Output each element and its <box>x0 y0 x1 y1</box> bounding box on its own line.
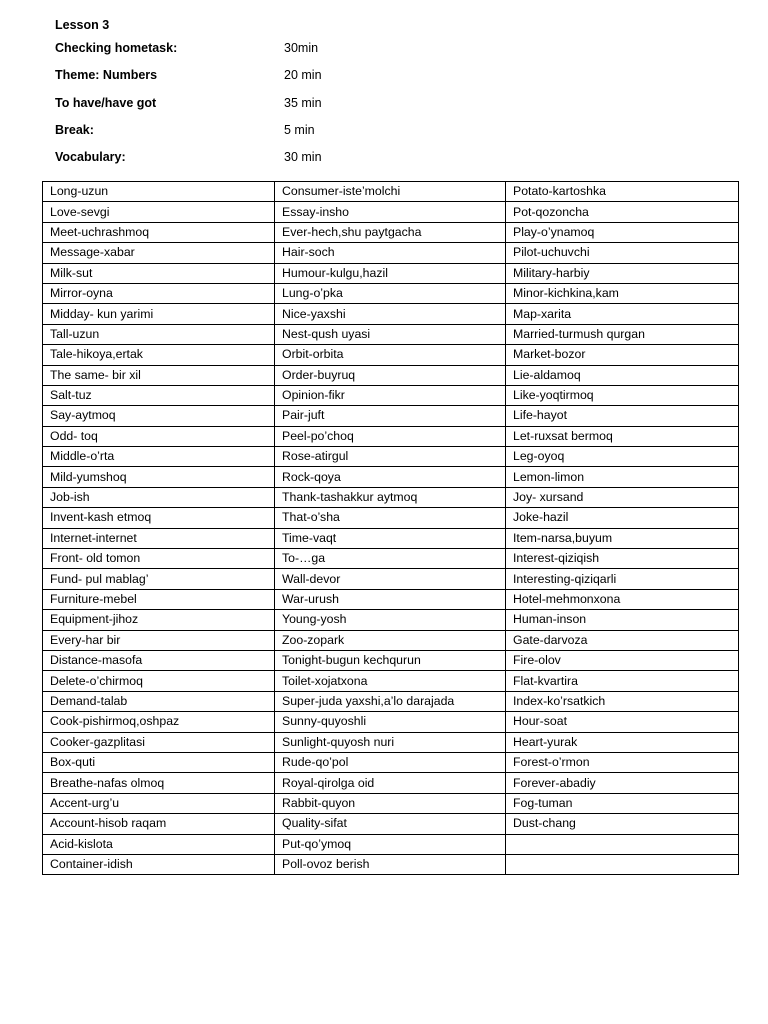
vocab-cell: Let-ruxsat bermoq <box>506 426 739 446</box>
vocab-cell: Furniture-mebel <box>43 589 275 609</box>
vocab-cell: Peel-po’choq <box>275 426 506 446</box>
vocab-cell: Long-uzun <box>43 182 275 202</box>
table-row <box>43 752 739 772</box>
vocab-cell: Map-xarita <box>506 304 739 324</box>
vocab-cell: Young-yosh <box>275 610 506 630</box>
vocab-cell: Interesting-qiziqarli <box>506 569 739 589</box>
lesson-title: Lesson 3 <box>55 18 110 32</box>
vocab-cell: Humour-kulgu,hazil <box>275 263 506 283</box>
vocab-cell: Orbit-orbita <box>275 345 506 365</box>
vocab-cell: Like-yoqtirmoq <box>506 385 739 405</box>
table-row <box>43 243 739 263</box>
vocab-cell: Rude-qo’pol <box>275 752 506 772</box>
schedule-duration: 35 min <box>284 95 322 110</box>
table-row <box>43 528 739 548</box>
table-row <box>43 508 739 528</box>
table-row <box>43 773 739 793</box>
vocab-cell: Dust-chang <box>506 814 739 834</box>
table-row <box>43 549 739 569</box>
vocab-cell: Rose-atirgul <box>275 447 506 467</box>
table-row <box>43 834 739 854</box>
table-row <box>43 854 739 874</box>
vocab-cell: Essay-insho <box>275 202 506 222</box>
vocab-cell: Cook-pishirmoq,oshpaz <box>43 712 275 732</box>
vocab-cell: Hotel-mehmonxona <box>506 589 739 609</box>
vocab-cell: Nest-qush uyasi <box>275 324 506 344</box>
vocab-cell: Consumer-iste’molchi <box>275 182 506 202</box>
table-row <box>43 589 739 609</box>
vocab-cell: Item-narsa,buyum <box>506 528 739 548</box>
schedule-activity: Checking hometask: <box>55 41 178 55</box>
schedule-duration: 30 min <box>284 150 322 165</box>
vocab-cell: Zoo-zopark <box>275 630 506 650</box>
vocab-cell: Nice-yaxshi <box>275 304 506 324</box>
vocab-cell: Tonight-bugun kechqurun <box>275 650 506 670</box>
table-row <box>43 650 739 670</box>
vocab-cell: Midday- kun yarimi <box>43 304 275 324</box>
vocab-cell: Play-o’ynamoq <box>506 222 739 242</box>
table-row <box>43 467 739 487</box>
vocab-cell: War-urush <box>275 589 506 609</box>
vocab-cell: The same- bir xil <box>43 365 275 385</box>
table-row <box>43 365 739 385</box>
schedule-row <box>55 90 735 117</box>
vocab-cell: Index-ko’rsatkich <box>506 691 739 711</box>
vocab-cell: Mirror-oyna <box>43 283 275 303</box>
vocab-cell: Forest-o’rmon <box>506 752 739 772</box>
vocab-cell: Love-sevgi <box>43 202 275 222</box>
vocab-cell: Wall-devor <box>275 569 506 589</box>
vocab-cell: Life-hayot <box>506 406 739 426</box>
table-row <box>43 426 739 446</box>
vocab-cell <box>506 854 739 874</box>
table-row <box>43 569 739 589</box>
vocab-cell: Market-bozor <box>506 345 739 365</box>
vocab-cell: Pair-juft <box>275 406 506 426</box>
vocab-cell: Demand-talab <box>43 691 275 711</box>
vocab-cell: Order-buyruq <box>275 365 506 385</box>
vocab-cell: Married-turmush qurgan <box>506 324 739 344</box>
vocab-cell: Rabbit-quyon <box>275 793 506 813</box>
vocab-cell: Gate-darvoza <box>506 630 739 650</box>
vocab-cell: Distance-masofa <box>43 650 275 670</box>
vocab-cell: Lie-aldamoq <box>506 365 739 385</box>
schedule-row <box>55 117 735 144</box>
vocab-cell: Poll-ovoz berish <box>275 854 506 874</box>
vocab-cell: Tale-hikoya,ertak <box>43 345 275 365</box>
schedule-row <box>55 144 735 171</box>
vocab-cell: Accent-urg’u <box>43 793 275 813</box>
vocab-cell: Time-vaqt <box>275 528 506 548</box>
table-row <box>43 447 739 467</box>
vocab-cell: Opinion-fikr <box>275 385 506 405</box>
vocab-cell: Joy- xursand <box>506 487 739 507</box>
table-row <box>43 610 739 630</box>
vocab-cell: Cooker-gazplitasi <box>43 732 275 752</box>
vocab-cell: Fire-olov <box>506 650 739 670</box>
schedule-duration: 30min <box>284 41 319 55</box>
schedule-duration: 20 min <box>284 68 322 83</box>
vocab-cell: Military-harbiy <box>506 263 739 283</box>
vocab-cell: Ever-hech,shu paytgacha <box>275 222 506 242</box>
vocab-cell: Leg-oyoq <box>506 447 739 467</box>
schedule-activity: Vocabulary: <box>55 150 126 165</box>
vocabulary-table-body <box>43 182 739 875</box>
table-row <box>43 324 739 344</box>
table-row <box>43 487 739 507</box>
vocab-cell: Internet-internet <box>43 528 275 548</box>
vocab-cell: Interest-qiziqish <box>506 549 739 569</box>
vocab-cell: Container-idish <box>43 854 275 874</box>
vocabulary-table <box>42 181 739 875</box>
table-row <box>43 691 739 711</box>
schedule-activity: Theme: Numbers <box>55 68 158 83</box>
vocab-cell: Pilot-uchuvchi <box>506 243 739 263</box>
table-row <box>43 793 739 813</box>
vocab-cell: Sunlight-quyosh nuri <box>275 732 506 752</box>
schedule-activity: To have/have got <box>55 95 157 110</box>
vocab-cell <box>506 834 739 854</box>
table-row <box>43 182 739 202</box>
vocab-cell: Delete-o’chirmoq <box>43 671 275 691</box>
vocab-cell: Thank-tashakkur aytmoq <box>275 487 506 507</box>
vocab-cell: Milk-sut <box>43 263 275 283</box>
vocab-cell: Invent-kash etmoq <box>43 508 275 528</box>
table-row <box>43 345 739 365</box>
table-row <box>43 283 739 303</box>
vocab-cell: Acid-kislota <box>43 834 275 854</box>
vocab-cell: Quality-sifat <box>275 814 506 834</box>
table-row <box>43 304 739 324</box>
vocab-cell: Toilet-xojatxona <box>275 671 506 691</box>
vocab-cell: Fund- pul mablag’ <box>43 569 275 589</box>
vocab-cell: Message-xabar <box>43 243 275 263</box>
table-row <box>43 385 739 405</box>
vocab-cell: Salt-tuz <box>43 385 275 405</box>
vocab-cell: Odd- toq <box>43 426 275 446</box>
vocab-cell: Job-ish <box>43 487 275 507</box>
vocab-cell: Every-har bir <box>43 630 275 650</box>
vocab-cell: Middle-o’rta <box>43 447 275 467</box>
vocab-cell: Put-qo’ymoq <box>275 834 506 854</box>
lesson-schedule <box>55 35 735 171</box>
vocab-cell: Royal-qirolga oid <box>275 773 506 793</box>
vocab-cell: Potato-kartoshka <box>506 182 739 202</box>
table-row <box>43 202 739 222</box>
table-row <box>43 712 739 732</box>
vocab-cell: Joke-hazil <box>506 508 739 528</box>
vocab-cell: Tall-uzun <box>43 324 275 344</box>
vocab-cell: Say-aytmoq <box>43 406 275 426</box>
table-row <box>43 671 739 691</box>
vocab-cell: Minor-kichkina,kam <box>506 283 739 303</box>
lesson-header <box>55 15 735 171</box>
vocab-cell: Sunny-quyoshli <box>275 712 506 732</box>
vocab-cell: Account-hisob raqam <box>43 814 275 834</box>
vocab-cell: Breathe-nafas olmoq <box>43 773 275 793</box>
vocab-cell: Mild-yumshoq <box>43 467 275 487</box>
schedule-row <box>55 35 735 62</box>
table-row <box>43 732 739 752</box>
vocab-cell: Flat-kvartira <box>506 671 739 691</box>
vocab-cell: Human-inson <box>506 610 739 630</box>
table-row <box>43 814 739 834</box>
vocab-cell: Equipment-jihoz <box>43 610 275 630</box>
vocab-cell: Hair-soch <box>275 243 506 263</box>
vocab-cell: Hour-soat <box>506 712 739 732</box>
table-row <box>43 406 739 426</box>
vocab-cell: Forever-abadiy <box>506 773 739 793</box>
vocab-cell: Rock-qoya <box>275 467 506 487</box>
vocab-cell: Meet-uchrashmoq <box>43 222 275 242</box>
vocab-cell: That-o’sha <box>275 508 506 528</box>
table-row <box>43 263 739 283</box>
schedule-row <box>55 62 735 89</box>
table-row <box>43 222 739 242</box>
vocab-cell: Lung-o’pka <box>275 283 506 303</box>
vocab-cell: Front- old tomon <box>43 549 275 569</box>
schedule-duration: 5 min <box>284 122 315 137</box>
vocab-cell: Heart-yurak <box>506 732 739 752</box>
vocab-cell: Box-quti <box>43 752 275 772</box>
table-row <box>43 630 739 650</box>
vocab-cell: Lemon-limon <box>506 467 739 487</box>
vocab-cell: To-…ga <box>275 549 506 569</box>
vocab-cell: Super-juda yaxshi,a’lo darajada <box>275 691 506 711</box>
schedule-activity: Break: <box>55 122 94 137</box>
vocab-cell: Pot-qozoncha <box>506 202 739 222</box>
vocab-cell: Fog-tuman <box>506 793 739 813</box>
